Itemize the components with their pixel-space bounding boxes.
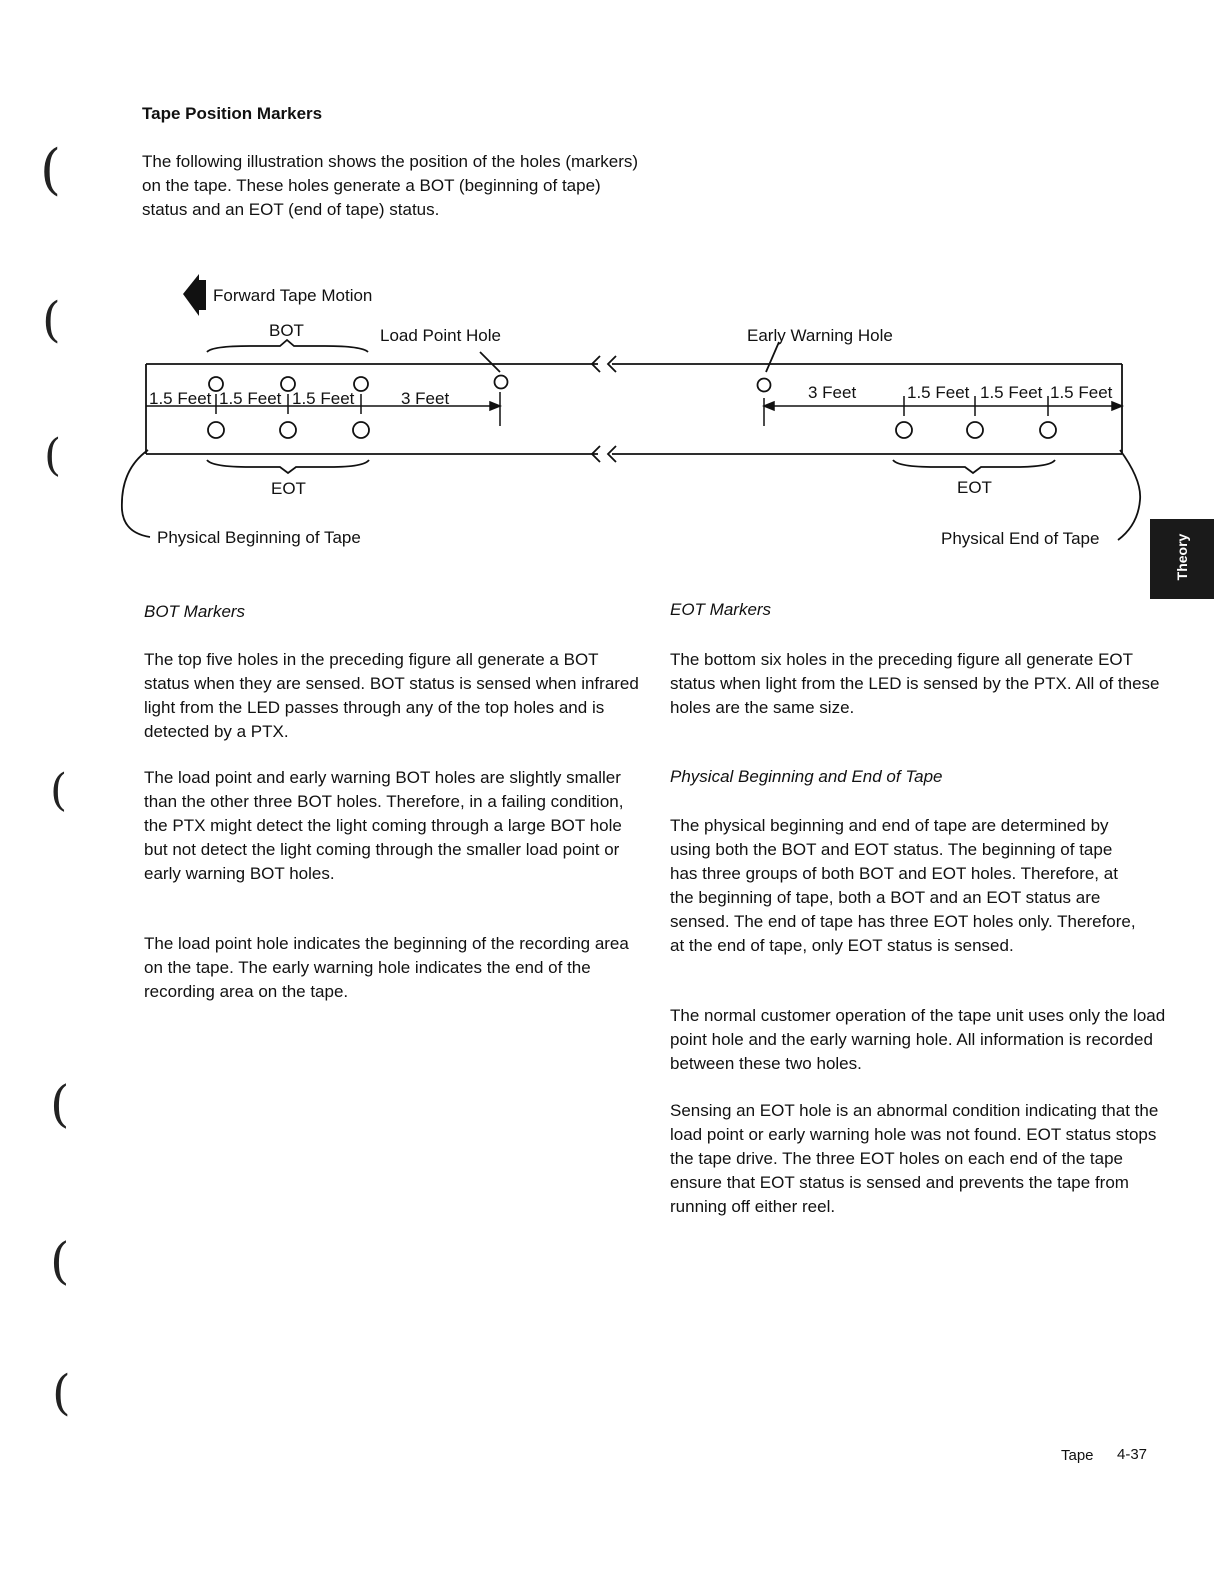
right-dim-4: 1.5 Feet [1050,383,1113,402]
page-heading: Tape Position Markers [142,104,323,123]
section-tab-label: Theory [1174,533,1190,581]
bot-paragraph-3: The load point hole indicates the beginning of the recording area on the tape. The early warning hole indicates the end of the recording area on the tape. [144,934,629,1001]
physical-title: Physical Beginning and End of Tape [670,767,943,786]
physical-paragraph-2: The normal customer operation of the tape unit uses only the load point hole and the early warning hole. All information is recorded between these two holes. [670,1006,1166,1073]
bot-paragraph-1: The top five holes in the preceding figure all generate a BOT status when they are sensed. BOT status is sensed when infrared light from the LED passes through any of the top holes and is detected by a PTX. [144,650,639,741]
eot-hole [896,422,912,438]
binder-hole-icon: ( [44,430,62,481]
bot-brace [207,340,368,352]
eot-left-brace [207,460,369,473]
left-dim-2: 1.5 Feet [219,389,282,408]
eot-hole [353,422,369,438]
binder-hole-icon: ( [50,1232,70,1290]
eot-hole [208,422,224,438]
phys-end-leader [1118,450,1140,540]
binder-hole-icon: ( [42,292,61,348]
bot-markers-title: BOT Markers [144,602,246,621]
intro-paragraph: The following illustration shows the position of the holes (markers) on the tape. These holes generate a BOT (beginning of tape) status and an EOT (end of tape) status. [142,152,639,219]
load-point-hole [495,376,508,389]
binder-hole-icon: ( [50,765,68,816]
load-point-leader [480,352,500,372]
left-dim-4: 3 Feet [401,389,450,408]
early-warning-leader [766,342,779,372]
physical-paragraph-1: The physical beginning and end of tape are determined by using both the BOT and EOT status. The beginning of tape has three groups of both BOT and EOT holes. Therefore, at the beginning of tape, both a BOT and an EOT status are sensed. The end of tape has three EOT holes only. Therefore, at the end of tape, only EOT status is sensed. [670,816,1136,955]
physical-paragraph-3: Sensing an EOT hole is an abnormal condition indicating that the load point or early warning hole was not found. EOT status stops the tape drive. The three EOT holes on each end of the tape ensure that EOT status is sensed and prevents the tape from running off either reel. [670,1101,1159,1216]
binder-hole-icon: ( [40,138,62,201]
tape-position-diagram [0,260,1224,560]
eot-markers-title: EOT Markers [670,600,772,619]
eot-paragraph-1: The bottom six holes in the preceding figure all generate EOT status when light from the LED is sensed by the PTX. All of these holes are the same size. [670,650,1160,717]
binder-hole-icon: ( [50,1075,70,1133]
load-point-label: Load Point Hole [380,326,501,345]
phys-end-label: Physical End of Tape [941,529,1100,548]
forward-motion-label: Forward Tape Motion [213,286,373,305]
footer-section: Tape [1061,1447,1094,1464]
left-dim-1: 1.5 Feet [149,389,212,408]
right-dim-2: 1.5 Feet [907,383,970,402]
left-dim-3: 1.5 Feet [292,389,355,408]
eot-right-label: EOT [957,478,992,497]
eot-right-brace [893,460,1055,473]
eot-hole [967,422,983,438]
binder-hole-icon: ( [52,1365,71,1421]
page-number: 4-37 [1117,1446,1148,1463]
phys-begin-leader [122,450,150,537]
forward-motion-arrow-icon [183,274,199,316]
early-warning-hole [758,379,771,392]
bot-hole [354,377,368,391]
bot-label: BOT [269,321,304,340]
section-tab [1150,519,1214,599]
eot-hole [1040,422,1056,438]
right-dim-3: 1.5 Feet [980,383,1043,402]
phys-begin-label: Physical Beginning of Tape [157,528,361,547]
right-dim-1: 3 Feet [808,383,857,402]
eot-hole [280,422,296,438]
eot-left-label: EOT [271,479,306,498]
bot-paragraph-2: The load point and early warning BOT holes are slightly smaller than the other three BOT holes. Therefore, in a failing condition, the PTX might detect the light coming through a large BOT hole but not detect the light coming through the smaller load point or early warning BOT holes. [144,768,624,883]
early-warning-label: Early Warning Hole [747,326,893,345]
